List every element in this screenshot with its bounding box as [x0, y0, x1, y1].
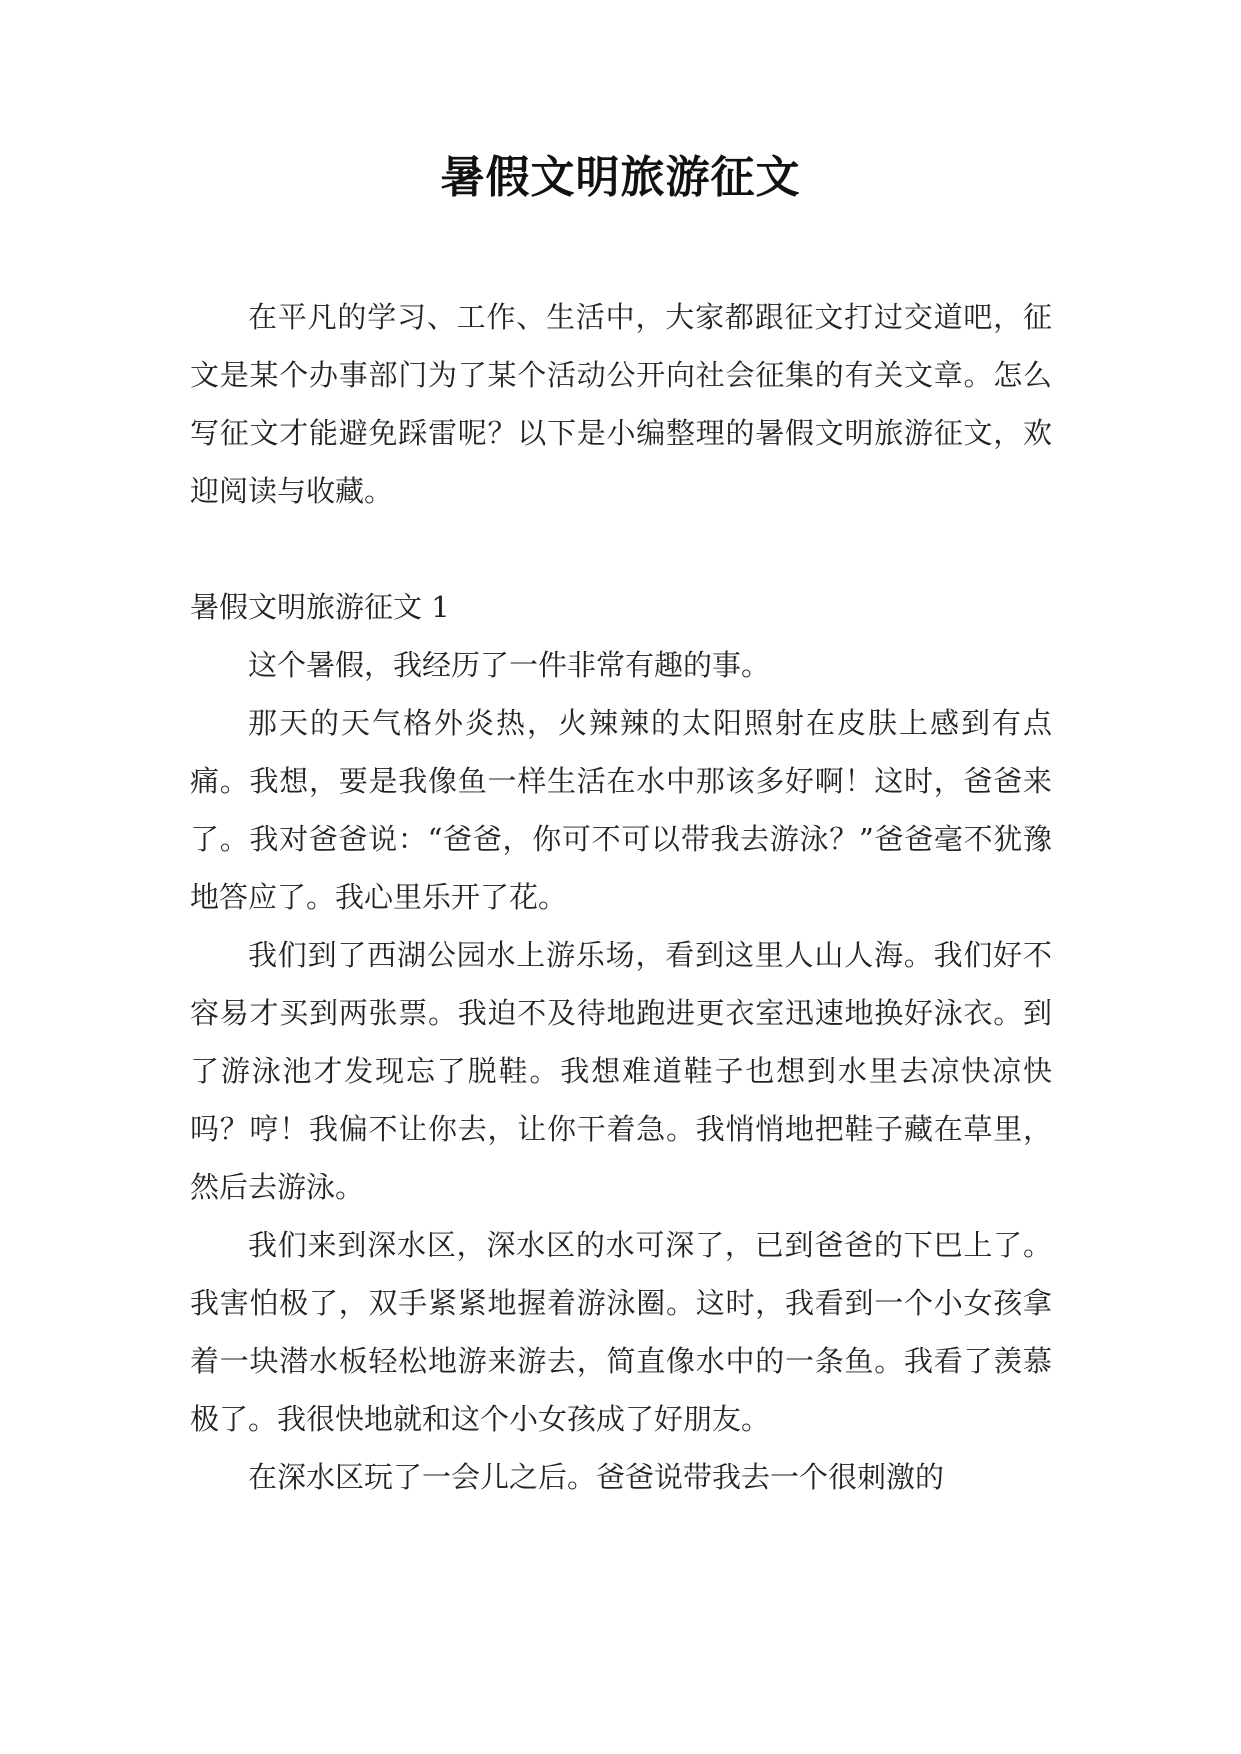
- body-paragraph: 这个暑假，我经历了一件非常有趣的事。: [248, 648, 771, 682]
- document-title: 暑假文明旅游征文: [440, 152, 801, 203]
- intro-paragraph: 在平凡的学习、工作、生活中，大家都跟征文打过交道吧，征文是某个办事部门为了某个活动公开向社会征集的有关文章。怎么写征文才能避免踩雷呢？以下是小编整理的暑假文明旅游征文，欢迎阅读与收藏。: [190, 300, 1052, 508]
- document-body: [190, 288, 1052, 1506]
- body-paragraph: 那天的天气格外炎热，火辣辣的太阳照射在皮肤上感到有点痛。我想，要是我像鱼一样生活在水中那该多好啊！这时，爸爸来了。我对爸爸说：“爸爸，你可不可以带我去游泳？”爸爸毫不犹豫地答应了。我心里乐开了花。: [190, 706, 1052, 914]
- section-heading: 暑假文明旅游征文 1: [190, 590, 450, 624]
- body-paragraph: 在深水区玩了一会儿之后。爸爸说带我去一个很刺激的: [248, 1460, 945, 1494]
- body-paragraph: 我们到了西湖公园水上游乐场，看到这里人山人海。我们好不容易才买到两张票。我迫不及待地跑进更衣室迅速地换好泳衣。到了游泳池才发现忘了脱鞋。我想难道鞋子也想到水里去凉快凉快吗？哼！我偏不让你去，让你干着急。我悄悄地把鞋子藏在草里，然后去游泳。: [190, 938, 1052, 1204]
- body-paragraph: 我们来到深水区，深水区的水可深了，已到爸爸的下巴上了。我害怕极了，双手紧紧地握着游泳圈。这时，我看到一个小女孩拿着一块潜水板轻松地游来游去，简直像水中的一条鱼。我看了羡慕极了。我很快地就和这个小女孩成了好朋友。: [190, 1228, 1052, 1436]
